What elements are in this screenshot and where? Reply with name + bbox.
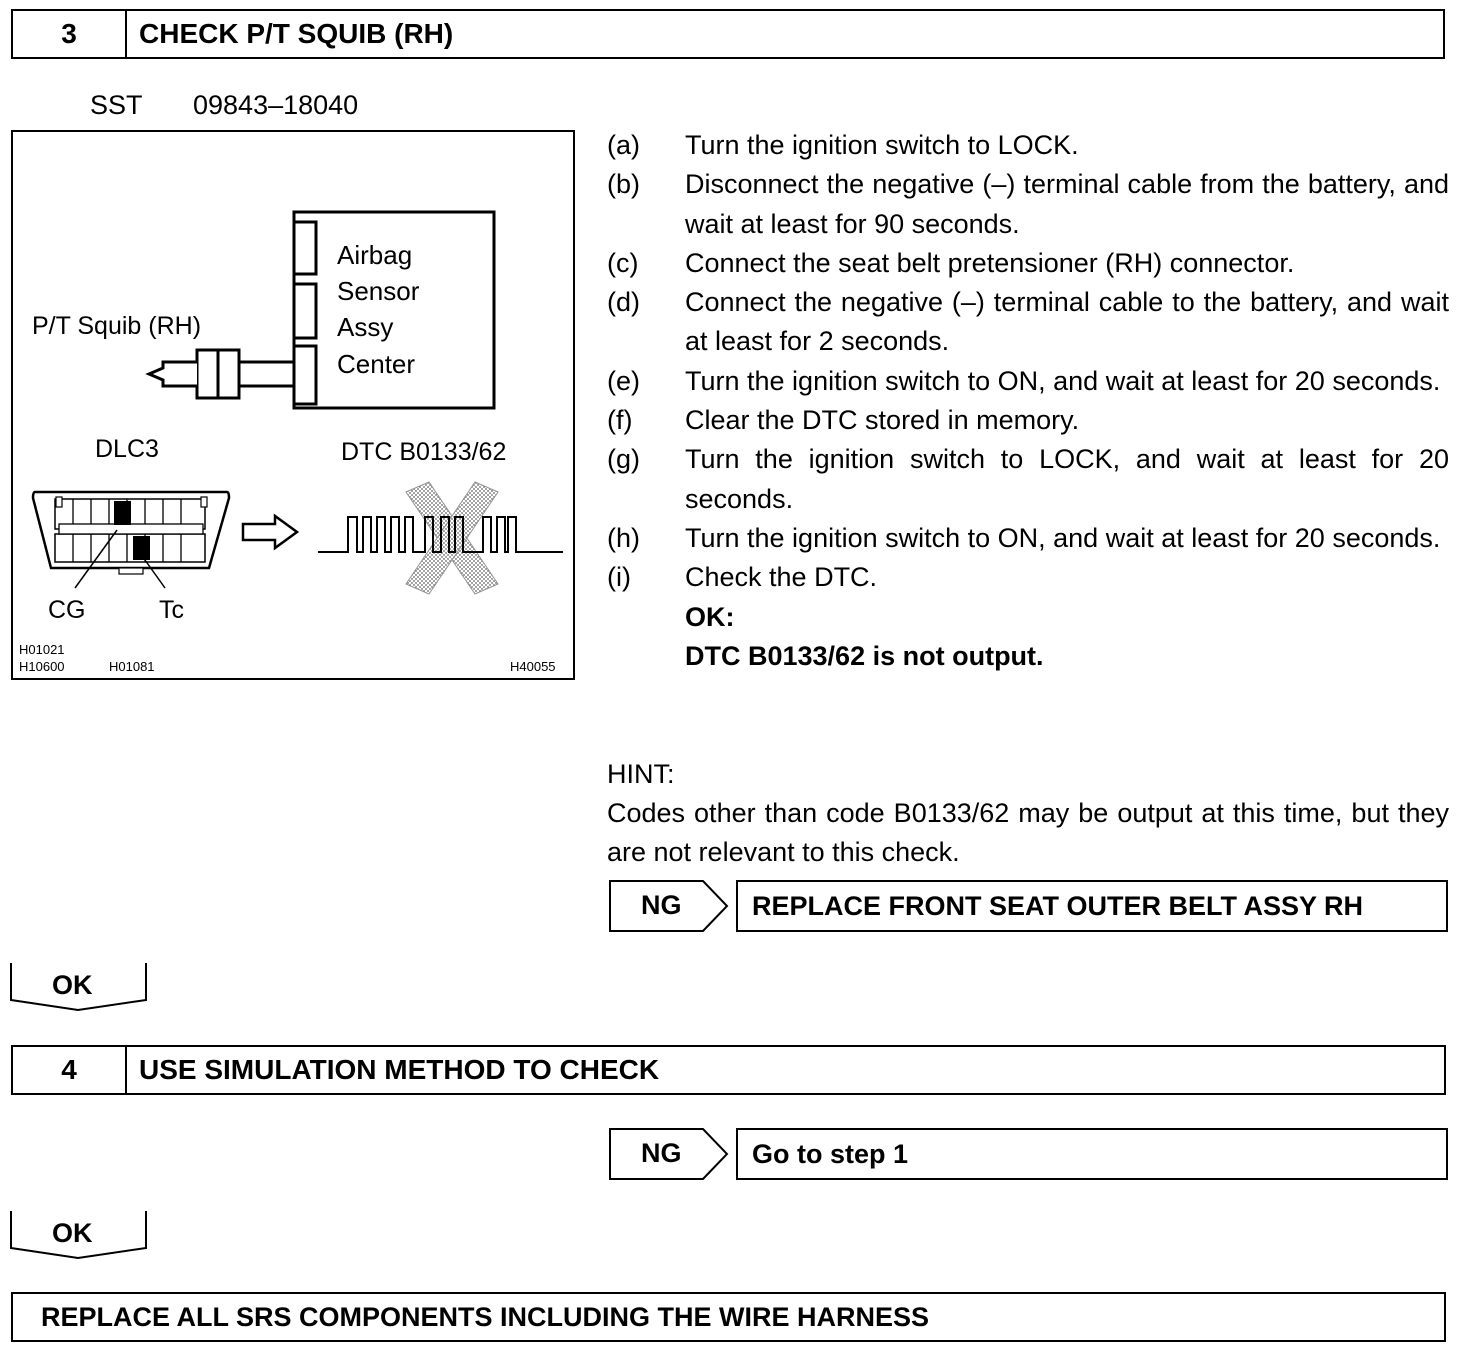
hint-text: Codes other than code B0133/62 may be output at this time, but they are not relevant to this check. [607, 798, 1449, 867]
hint-label: HINT: [607, 759, 675, 789]
figure-ref-3: H01081 [109, 659, 155, 674]
step-3-header [11, 9, 1445, 59]
sst-number: 09843–18040 [193, 90, 359, 120]
list-item: (e) Turn the ignition switch to ON, and wait at least for 20 seconds. [607, 365, 1441, 396]
dlc3-label: DLC3 [95, 435, 159, 463]
step-title: USE SIMULATION METHOD TO CHECK [139, 1054, 660, 1085]
ecu-label-4: Center [337, 349, 416, 379]
figure-ref-1: H01021 [19, 642, 65, 657]
dtc-label: DTC B0133/62 [341, 438, 507, 466]
figure-ref-2: H10600 [19, 659, 65, 674]
tc-label: Tc [159, 596, 184, 624]
sst-label: SST [90, 90, 143, 120]
wiring-illustration [11, 130, 575, 680]
figure-ref-4: H40055 [510, 659, 556, 674]
cg-label: CG [48, 596, 86, 624]
list-item: (b) Disconnect the negative (–) terminal cable from the battery, and wait at least for 90 seconds. [607, 169, 1449, 239]
step-number: 4 [13, 1047, 127, 1093]
step-4-header [11, 1045, 1446, 1095]
step-number: 3 [13, 11, 127, 57]
list-item: (g) Turn the ignition switch to LOCK, and wait at least for 20 seconds. [607, 444, 1449, 514]
ng-action: Go to step 1 [736, 1128, 1448, 1180]
ng-result-2 [609, 1128, 1449, 1180]
list-item: (i) Check the DTC. [607, 562, 878, 593]
ng-action: REPLACE FRONT SEAT OUTER BELT ASSY RH [736, 880, 1448, 932]
diagram-graphics [13, 132, 573, 678]
list-item: (d) Connect the negative (–) terminal cable to the battery, and wait at least for 2 seconds. [607, 287, 1449, 357]
ok-label: OK: [685, 601, 735, 632]
dlc3-connector [33, 492, 229, 588]
crossed-out-icon [406, 482, 498, 594]
ng-tag: NG [641, 1138, 682, 1168]
ok-arrow-2 [10, 1210, 150, 1260]
squib-label: P/T Squib (RH) [32, 312, 202, 340]
ecu-label-2: Sensor [337, 276, 420, 306]
ok-arrow-1 [10, 962, 150, 1012]
list-item: (h) Turn the ignition switch to ON, and wait at least for 20 seconds. [607, 522, 1441, 553]
ng-tag: NG [641, 890, 682, 920]
final-action: REPLACE ALL SRS COMPONENTS INCLUDING THE WIRE HARNESS [11, 1292, 1446, 1342]
ecu-label-1: Airbag [337, 240, 413, 270]
procedure-list [607, 126, 1449, 676]
ecu-label-3: Assy [337, 312, 394, 342]
list-item: (c) Connect the seat belt pretensioner (RH) connector. [607, 247, 1295, 278]
ok-tag: OK [52, 970, 93, 1000]
list-item: (a) Turn the ignition switch to LOCK. [607, 130, 1079, 160]
list-item: (f) Clear the DTC stored in memory. [607, 405, 1080, 436]
dtc-waveform [318, 517, 563, 552]
step-title: CHECK P/T SQUIB (RH) [139, 18, 454, 49]
ng-result-1 [609, 880, 1449, 932]
ok-result: DTC B0133/62 is not output. [685, 640, 1044, 671]
ok-tag: OK [52, 1218, 93, 1248]
arrow-right-icon [243, 516, 297, 548]
